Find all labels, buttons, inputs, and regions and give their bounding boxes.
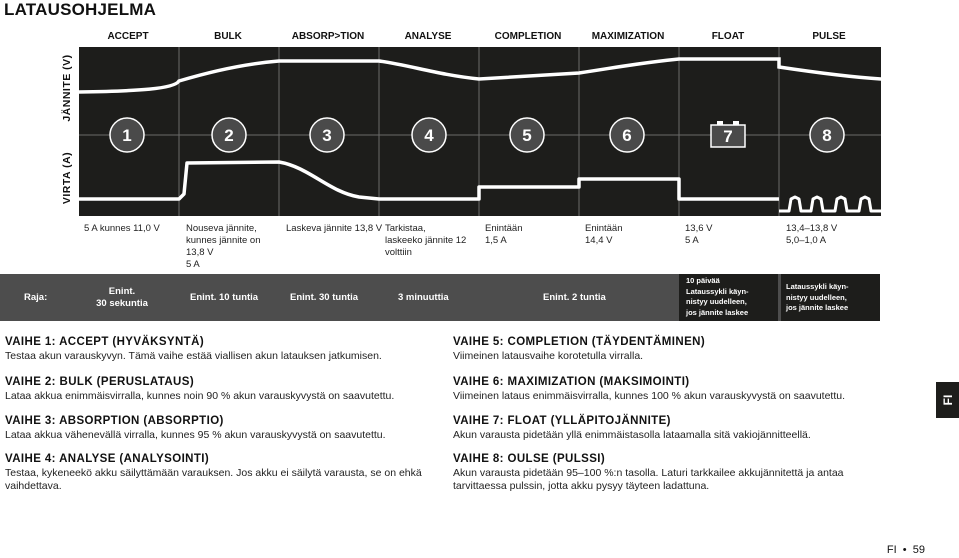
limit-analyse: 3 minuuttia [398, 292, 449, 303]
limit-maximization: Enint. 2 tuntia [543, 292, 606, 303]
step-number-6: 6 [622, 126, 632, 145]
phase-3-heading: VAIHE 3: ABSORPTION (ABSORPTIO) [5, 415, 224, 427]
voltage-curve [79, 59, 881, 92]
charging-curves [79, 47, 881, 216]
stage-label-analyse: ANALYSE [404, 31, 452, 42]
page-number: 59 [912, 544, 925, 556]
bullet-separator: • [899, 544, 910, 556]
language-tab [936, 382, 959, 418]
phase-6-heading: VAIHE 6: MAXIMIZATION (MAKSIMOINTI) [453, 376, 690, 388]
footer-lang: FI [886, 544, 897, 556]
limit-pulse: Lataussykli käyn- nistyy uudelleen, jos jännite laskee [786, 282, 849, 312]
pulse-curve [779, 197, 881, 211]
axis-labels [56, 48, 78, 208]
stage-desc-1: 5 A kunnes 11,0 V [84, 223, 160, 234]
stage-label-bulk: BULK [214, 31, 242, 42]
stage-label-accept: ACCEPT [107, 31, 149, 42]
step-number-7: 7 [723, 127, 733, 146]
stage-desc-2: Nouseva jännite, kunnes jännite on 13,8 V 5 A [186, 223, 261, 270]
charging-chart [79, 47, 881, 216]
current-curve [79, 162, 779, 199]
limit-float: 10 päivää Lataussykli käyn- nistyy uudelleen, jos jännite laskee [686, 276, 749, 317]
limit-accept: Enint. 30 sekuntia [96, 286, 148, 309]
language-tab-label: FI [940, 394, 955, 406]
phase-8-body: Akun varausta pidetään 95–100 %:n tasolla. Laturi tarkkailee akkujännitettä ja antaa tarvittaessa pulssin, jotta akku pysyy täyteen ladattuna. [453, 467, 844, 492]
stage-label-absorption: ABSORP>TION [291, 31, 365, 42]
step-number-2: 2 [224, 126, 234, 145]
step-number-3: 3 [322, 126, 332, 145]
phase-7-heading: VAIHE 7: FLOAT (YLLÄPITOJÄNNITE) [453, 415, 671, 427]
step-number-5: 5 [522, 126, 532, 145]
phase-1-heading: VAIHE 1: ACCEPT (HYVÄKSYNTÄ) [5, 336, 205, 348]
page-footer [887, 544, 925, 556]
phase-5-heading: VAIHE 5: COMPLETION (TÄYDENTÄMINEN) [453, 336, 706, 348]
stage-label-float: FLOAT [711, 31, 745, 42]
stage-desc-3: Laskeva jännite 13,8 V [286, 223, 383, 234]
stage-desc-4: Tarkistaa, laskeeko jännite 12 volttiin [385, 223, 467, 258]
limit-bulk: Enint. 10 tuntia [190, 292, 259, 303]
phase-4-heading: VAIHE 4: ANALYSE (ANALYSOINTI) [5, 453, 210, 465]
stage-label-maximization: MAXIMIZATION [591, 31, 665, 42]
stage-label-completion: COMPLETION [494, 31, 562, 42]
phase-4-body: Testaa, kykeneekö akku säilyttämään varauksen. Jos akku ei säilytä varausta, se on ehkä vaihdettava. [5, 467, 422, 492]
stage-desc-7: 13,6 V 5 A [685, 223, 713, 246]
stage-desc-8: 13,4–13,8 V 5,0–1,0 A [786, 223, 838, 246]
phase-5-body: Viimeinen latausvaihe korotetulla virralla. [453, 350, 644, 362]
step-number-1: 1 [122, 126, 132, 145]
phase-3-body: Lataa akkua vähenevällä virralla, kunnes 95 % akun varauskyvystä on saavutettu. [5, 429, 386, 441]
limits-label: Raja: [24, 292, 48, 303]
step-number-8: 8 [822, 126, 832, 145]
limit-absorption: Enint. 30 tuntia [290, 292, 359, 303]
page-title: LATAUSOHJELMA [4, 0, 157, 19]
phase-2-heading: VAIHE 2: BULK (PERUSLATAUS) [5, 376, 195, 388]
current-axis-label: VIRTA (A) [61, 151, 73, 205]
stage-label-pulse: PULSE [812, 31, 846, 42]
stage-desc-6: Enintään 14,4 V [585, 223, 623, 246]
phase-7-body: Akun varausta pidetään yllä enimmäistasolla lataamalla sitä vakiojännitteellä. [453, 429, 811, 441]
step-number-4: 4 [424, 126, 434, 145]
phase-8-heading: VAIHE 8: OULSE (PULSSI) [453, 453, 606, 465]
phase-2-body: Lataa akkua enimmäisvirralla, kunnes noin 90 % akun varauskyvystä on saavutettu. [5, 390, 395, 402]
voltage-axis-label: JÄNNITE (V) [61, 54, 73, 122]
phase-6-body: Viimeinen lataus enimmäisvirralla, kunnes 100 % akun varauskyvystä on saavutettu. [453, 390, 846, 402]
stage-desc-5: Enintään 1,5 A [485, 223, 523, 246]
phase-1-body: Testaa akun varauskyvyn. Tämä vaihe estää viallisen akun latauksen jatkumisen. [5, 350, 382, 362]
